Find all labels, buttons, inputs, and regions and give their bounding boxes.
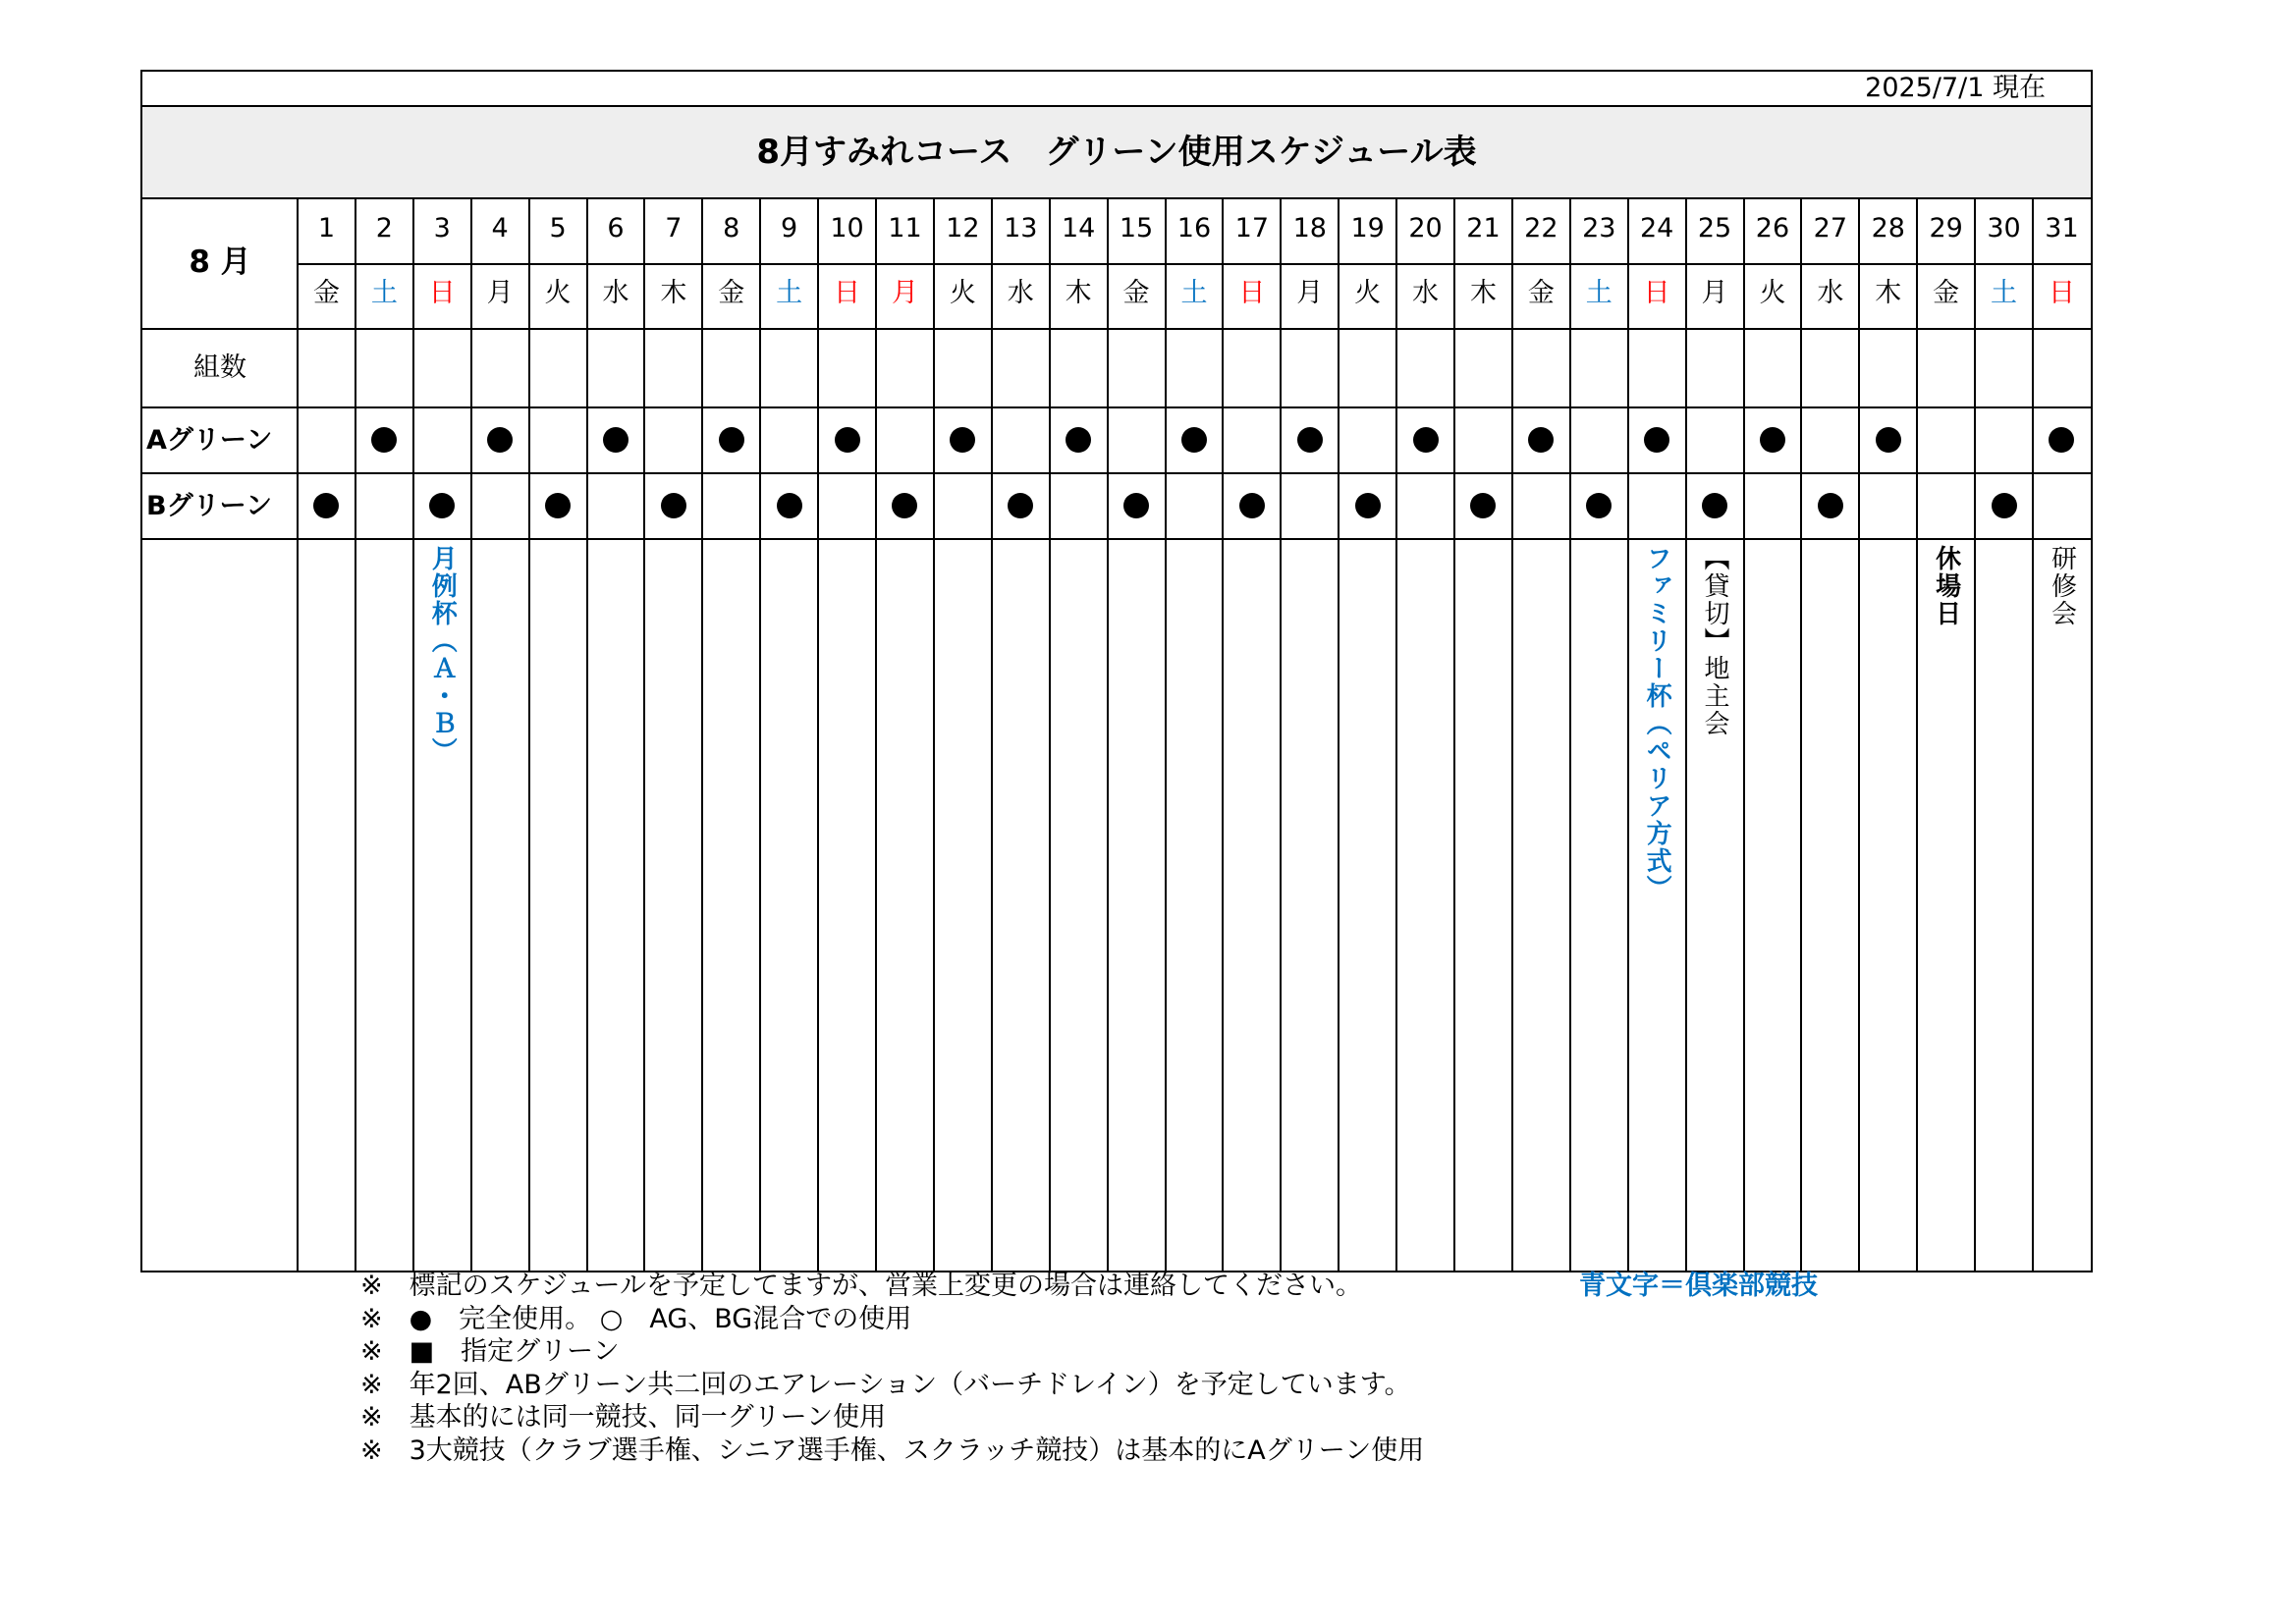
a-green-use-dot (1528, 427, 1554, 453)
day-of-week: 水 (1817, 278, 1844, 308)
grid-column-divider (1569, 199, 1571, 1271)
notes (360, 1270, 1424, 1468)
a-green-use-dot (1297, 427, 1323, 453)
day-number: 30 (1987, 213, 2021, 244)
day-number: 23 (1582, 213, 1616, 244)
day-of-week: 金 (312, 278, 340, 308)
b-green-use-dot (777, 493, 802, 518)
day-of-week: 日 (834, 278, 861, 308)
grid-column-divider (1338, 199, 1339, 1271)
day-of-week: 日 (2048, 278, 2075, 308)
day-dow-divider (298, 263, 2091, 265)
grid-column-divider (1453, 199, 1455, 1271)
day-of-week: 土 (1991, 278, 2018, 308)
club-event-legend: 青文字＝倶楽部競技 (1579, 1271, 1818, 1301)
day-number: 13 (1004, 213, 1038, 244)
day-number: 15 (1119, 213, 1154, 244)
grid-column-divider (1395, 199, 1397, 1271)
a-green-use-dot (950, 427, 975, 453)
day-number: 26 (1755, 213, 1790, 244)
note-line: ※ 標記のスケジュールを予定してますが、営業上変更の場合は連絡してください。 (360, 1271, 1363, 1301)
day-number: 29 (1929, 213, 1963, 244)
b-green-use-dot (892, 493, 917, 518)
day-of-week: 木 (1875, 278, 1902, 308)
b-green-use-dot (1123, 493, 1149, 518)
grid-column-divider (412, 199, 414, 1271)
day-of-week: 日 (428, 278, 456, 308)
note-line: ※ 3大競技（クラブ選手権、シニア選手権、スクラッチ競技）は基本的にAグリーン使用 (360, 1435, 1425, 1466)
day-number: 5 (549, 213, 567, 244)
grid-column-divider (2032, 199, 2034, 1271)
a-green-label: Aグリーン (146, 425, 273, 456)
day-number: 7 (665, 213, 683, 244)
grid-row-divider (142, 472, 2091, 474)
day-of-week: 土 (1180, 278, 1208, 308)
event-label: 研修会 (2047, 545, 2077, 627)
b-green-label: Bグリーン (146, 491, 273, 521)
day-of-week: 水 (602, 278, 629, 308)
day-number: 25 (1697, 213, 1732, 244)
b-green-use-dot (1992, 493, 2017, 518)
a-green-use-dot (371, 427, 397, 453)
grid-column-divider (701, 199, 703, 1271)
day-of-week: 金 (1527, 278, 1555, 308)
b-green-use-dot (1702, 493, 1727, 518)
day-of-week: 月 (1296, 278, 1324, 308)
grid-column-divider (1511, 199, 1513, 1271)
a-green-use-dot (1413, 427, 1439, 453)
month-label: 8 月 (189, 244, 251, 280)
day-number: 19 (1350, 213, 1385, 244)
day-number: 18 (1292, 213, 1327, 244)
day-of-week: 水 (1412, 278, 1440, 308)
grid-column-divider (1974, 199, 1976, 1271)
a-green-use-dot (487, 427, 513, 453)
day-number: 21 (1466, 213, 1501, 244)
grid-column-divider (759, 199, 761, 1271)
schedule-sheet (140, 70, 2093, 1272)
day-of-week: 火 (1759, 278, 1786, 308)
a-green-use-dot (2049, 427, 2074, 453)
note-line: ※ ■ 指定グリーン (360, 1336, 620, 1368)
note-line: ※ 基本的には同一競技、同一グリーン使用 (360, 1402, 887, 1434)
day-number: 3 (433, 213, 451, 244)
day-of-week: 木 (660, 278, 687, 308)
day-of-week: 火 (544, 278, 572, 308)
event-label: 月例杯（Ａ・Ｂ） (427, 545, 458, 765)
day-number: 8 (723, 213, 740, 244)
day-of-week: 金 (1122, 278, 1150, 308)
day-of-week: 火 (1354, 278, 1382, 308)
day-number: 10 (830, 213, 864, 244)
b-green-use-dot (1239, 493, 1265, 518)
grid-column-divider (1743, 199, 1745, 1271)
grid-column-divider (1222, 199, 1224, 1271)
b-green-use-dot (1818, 493, 1843, 518)
event-label: 【貸切】地主会 (1700, 545, 1730, 737)
grid-column-divider (817, 199, 819, 1271)
day-number: 2 (375, 213, 393, 244)
day-of-week: 金 (1933, 278, 1960, 308)
day-of-week: 月 (486, 278, 514, 308)
day-of-week: 土 (1585, 278, 1613, 308)
b-green-use-dot (545, 493, 571, 518)
day-number: 31 (2045, 213, 2079, 244)
note-line: ※ 年2回、ABグリーン共二回のエアレーション（バーチドレイン）を予定しています。 (360, 1369, 1411, 1400)
day-number: 22 (1524, 213, 1558, 244)
day-number: 9 (781, 213, 798, 244)
grid-column-divider (355, 199, 356, 1271)
grid-column-divider (1916, 199, 1918, 1271)
grid-column-divider (586, 199, 588, 1271)
b-green-use-dot (313, 493, 339, 518)
day-number: 1 (317, 213, 336, 244)
a-green-use-dot (1181, 427, 1207, 453)
b-green-use-dot (1355, 493, 1381, 518)
page-title: 8月すみれコース グリーン使用スケジュール表 (142, 107, 2091, 199)
note-line: ※ ● 完全使用。 ○ AG、BG混合での使用 (360, 1303, 912, 1334)
grid-column-divider (1049, 199, 1051, 1271)
b-green-use-dot (1586, 493, 1612, 518)
day-number: 28 (1871, 213, 1905, 244)
grid-column-divider (643, 199, 645, 1271)
grid-column-divider (1685, 199, 1687, 1271)
day-number: 16 (1176, 213, 1212, 244)
a-green-use-dot (1644, 427, 1669, 453)
day-of-week: 日 (1643, 278, 1670, 308)
day-of-week: 土 (776, 278, 803, 308)
b-green-use-dot (1008, 493, 1033, 518)
a-green-use-dot (719, 427, 744, 453)
day-number: 17 (1234, 213, 1270, 244)
day-of-week: 木 (1065, 278, 1092, 308)
day-of-week: 月 (1701, 278, 1728, 308)
day-number: 12 (946, 213, 980, 244)
grid-row-divider (142, 538, 2091, 540)
day-number: 6 (607, 213, 625, 244)
b-green-use-dot (1470, 493, 1496, 518)
grid-column-divider (1627, 199, 1629, 1271)
day-number: 4 (491, 213, 509, 244)
grid-column-divider (1165, 199, 1167, 1271)
grid-row-divider (142, 328, 2091, 330)
a-green-use-dot (1066, 427, 1091, 453)
grid-column-divider (528, 199, 530, 1271)
grid-column-divider (1280, 199, 1282, 1271)
grid-column-divider (875, 199, 877, 1271)
grid-column-divider (470, 199, 472, 1271)
day-number: 27 (1813, 213, 1848, 244)
a-green-use-dot (603, 427, 629, 453)
b-green-use-dot (661, 493, 686, 518)
groups-label: 組数 (193, 352, 246, 383)
day-number: 14 (1061, 213, 1096, 244)
as-of-row (142, 72, 2091, 107)
grid-column-divider (991, 199, 993, 1271)
day-of-week: 月 (891, 278, 918, 308)
day-number: 20 (1408, 213, 1443, 244)
grid-column-divider (1858, 199, 1860, 1271)
a-green-use-dot (835, 427, 860, 453)
b-green-use-dot (429, 493, 455, 518)
grid-row-divider (142, 406, 2091, 408)
event-label: ファミリー杯（ペリア方式） (1642, 545, 1672, 902)
day-of-week: 水 (1007, 278, 1034, 308)
event-label: 休場日 (1931, 545, 1961, 627)
day-of-week: 金 (718, 278, 745, 308)
grid-column-divider (933, 199, 935, 1271)
a-green-use-dot (1876, 427, 1901, 453)
day-of-week: 火 (949, 278, 976, 308)
day-number: 11 (888, 213, 922, 244)
day-of-week: 土 (370, 278, 398, 308)
grid-column-divider (1800, 199, 1802, 1271)
day-of-week: 日 (1238, 278, 1266, 308)
as-of-date: 2025/7/1 現在 (1865, 73, 2046, 103)
a-green-use-dot (1760, 427, 1785, 453)
day-number: 24 (1639, 213, 1674, 244)
grid-column-divider (1107, 199, 1109, 1271)
day-of-week: 木 (1469, 278, 1497, 308)
